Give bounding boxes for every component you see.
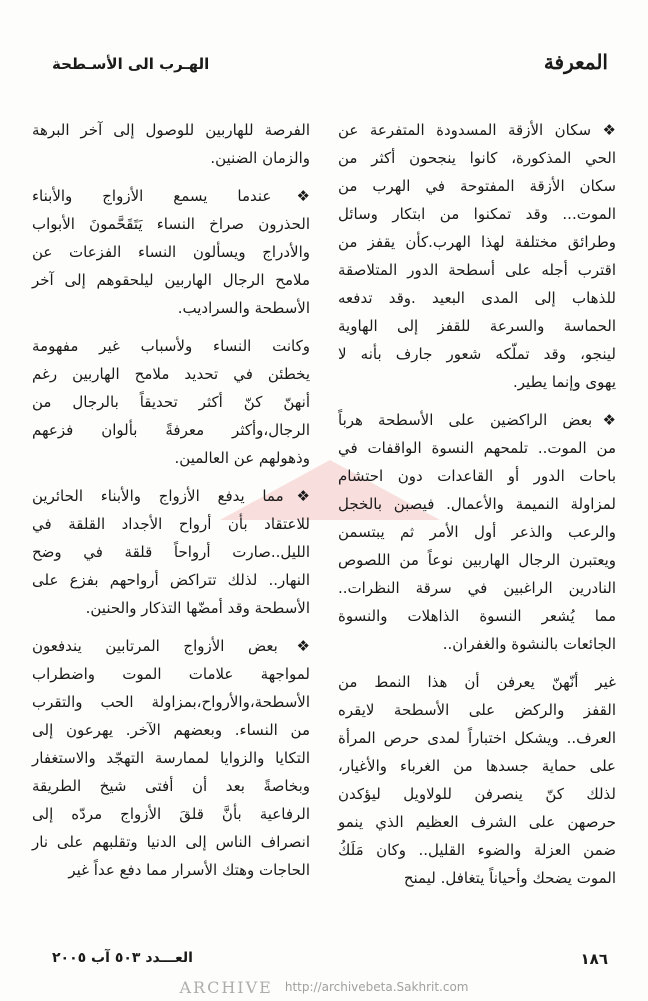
text-line: سكان الأزقة المفتوحة في الهرب من	[338, 177, 616, 195]
text-line: لمواجهة علامات الموت واضطراب	[32, 665, 310, 683]
text-line: باحات الدور أو القاعدات دون احتشام	[338, 467, 616, 485]
text-line: الأسطحة والسراديب.	[177, 299, 310, 317]
text-line: الرفاعية بأنَّ قلقَ الأزواج مردّه إلى	[32, 805, 310, 823]
text-line: الأسطحة،والأرواح،بمزاولة الحب والتقرب	[32, 693, 310, 711]
watermark-url: http://archivebeta.Sakhrit.com	[284, 980, 469, 994]
text-line: لينجو، وقد تملّكه شعور جارف بأنه لا	[338, 345, 616, 363]
text-line: ملامح الرجال الهاربين ليلحقوهم إلى آخر	[32, 271, 310, 289]
text-line: والرعب والذعر أول الأمر ثم يبتسمن	[338, 523, 616, 541]
text-line: يهوى وإنما يطير.	[513, 373, 616, 391]
paragraph	[32, 332, 310, 472]
text-line: الموت... وقد تمكنوا من ابتكار وسائل	[338, 205, 616, 223]
issue-info: العـــدد ٥٠٣ آب ٢٠٠٥	[52, 950, 193, 966]
paragraph	[338, 116, 616, 396]
left-column	[32, 116, 310, 894]
text-line: من النساء. وبعضهم الآخر. يهرعون إلى	[32, 721, 310, 739]
text-line: الحماسة والسرعة للقفز إلى الهاوية	[338, 317, 616, 335]
text-line: من الموت.. تلمحهم النسوة الواقفات في	[338, 439, 616, 457]
paragraph	[32, 182, 310, 322]
text-line: ❖ سكان الأزقة المسدودة المتفرعة عن	[338, 121, 616, 139]
text-line: الليل..صارت أرواحاً قلقة في وضح	[32, 543, 310, 561]
text-line: التكايا والزوايا لممارسة التهجّد والاستغفار	[32, 749, 310, 767]
text-line: انصراف الناس إلى الدنيا وتقلبهم على نار	[32, 833, 310, 851]
text-line: يخطئن في تحديد ملامح الهاربين رغم	[32, 365, 310, 383]
text-line: ❖بعض الأزواج المرتابين يندفعون	[32, 637, 310, 655]
text-line: وكانت النساء ولأسباب غير مفهومة	[32, 337, 310, 355]
text-line: لذلك كنّ ينصرفن للولاويل ليؤكدن	[338, 785, 616, 803]
text-line: النهار.. لذلك تتراكض أرواحهم بفزع على	[32, 571, 310, 589]
paragraph	[32, 116, 310, 172]
text-line: اقترب أجله على أسطحة الدور المتلاصقة	[338, 261, 616, 279]
text-line: ❖عندما يسمع الأزواج والأبناء	[32, 187, 310, 205]
text-line: وبخاصةً بعد أن أفتى شيخ الطريقة	[32, 777, 310, 795]
running-header-title: الهـرب الى الأسـطحة	[52, 55, 210, 73]
text-line: ضمن العزلة والضوء القليل.. وكان مَلَكُ	[338, 841, 616, 859]
text-line: وذهولهم عن العالمين.	[174, 449, 310, 467]
text-line: الفرصة للهاربين للوصول إلى آخر البرهة	[32, 121, 310, 139]
page-number: ١٨٦	[580, 950, 608, 968]
archive-watermark	[0, 976, 648, 998]
paragraph	[338, 406, 616, 658]
text-line: الحذرون صراخ النساء يَتَقَحَّمونَ الأبواب	[32, 215, 310, 233]
text-line: على حماية جسدها من الغرباء والأغيار،	[338, 757, 616, 775]
text-line: ❖مما يدفع الأزواج والأبناء الحائرين	[32, 487, 310, 505]
text-line: مما يُشعر النسوة الذاهلات والنسوة	[338, 607, 616, 625]
paragraph	[338, 668, 616, 892]
magazine-logo: المعرفة	[543, 50, 608, 74]
text-line: ويعتبرن الرجال الهاربين نوعاً من اللصوص	[338, 551, 616, 569]
paragraph	[32, 632, 310, 884]
right-column	[338, 116, 616, 902]
text-line: وطرائق مختلفة لهذا الهرب.كأن يقفز من	[338, 233, 616, 251]
text-line: الحاجات وهتك الأسرار مما دفع عداً غير	[68, 861, 310, 879]
text-line: الجائعات بالنشوة والغفران..	[442, 635, 616, 653]
text-line: الموت يضحك وأحياناً يتغافل. ليمنح	[403, 869, 616, 887]
text-line: النادرين الراغبين في سرقة النظرات..	[338, 579, 616, 597]
text-line: ❖بعض الراكضين على الأسطحة هرباً	[338, 411, 616, 429]
text-line: للذهاب إلى المدى البعيد .وقد تدفعه	[338, 289, 616, 307]
text-line: غير أنّهنّ يعرفن أن هذا النمط من	[338, 673, 616, 691]
text-line: حرصهن على الشرف العظيم الذي ينمو	[338, 813, 616, 831]
text-line: الأسطحة وقد أمضّها التذكار والحنين.	[85, 599, 310, 617]
watermark-text: ARCHIVE	[179, 977, 273, 997]
paragraph	[32, 482, 310, 622]
text-line: أنهنّ كنّ أكثر تحديقاً بالرجال من	[32, 393, 310, 411]
text-line: الحي المذكورة، كانوا ينجحون أكثر من	[338, 149, 616, 167]
text-line: والزمان الضنين.	[210, 149, 310, 167]
text-line: والأدراج ويسألون النساء الفزعات عن	[32, 243, 310, 261]
text-line: العرف.. ويشكل اختباراً لمدى حرص المرأة	[338, 729, 616, 747]
text-line: الرجال،وأكثر معرفةً بألوان فزعهم	[32, 421, 310, 439]
text-line: للاعتقاد بأن أرواح الأجداد القلقة في	[32, 515, 310, 533]
text-line: لمزاولة النميمة والأعمال. فيصبن بالخجل	[338, 495, 616, 513]
text-line: القفز والركض على الأسطحة لايقره	[338, 701, 616, 719]
